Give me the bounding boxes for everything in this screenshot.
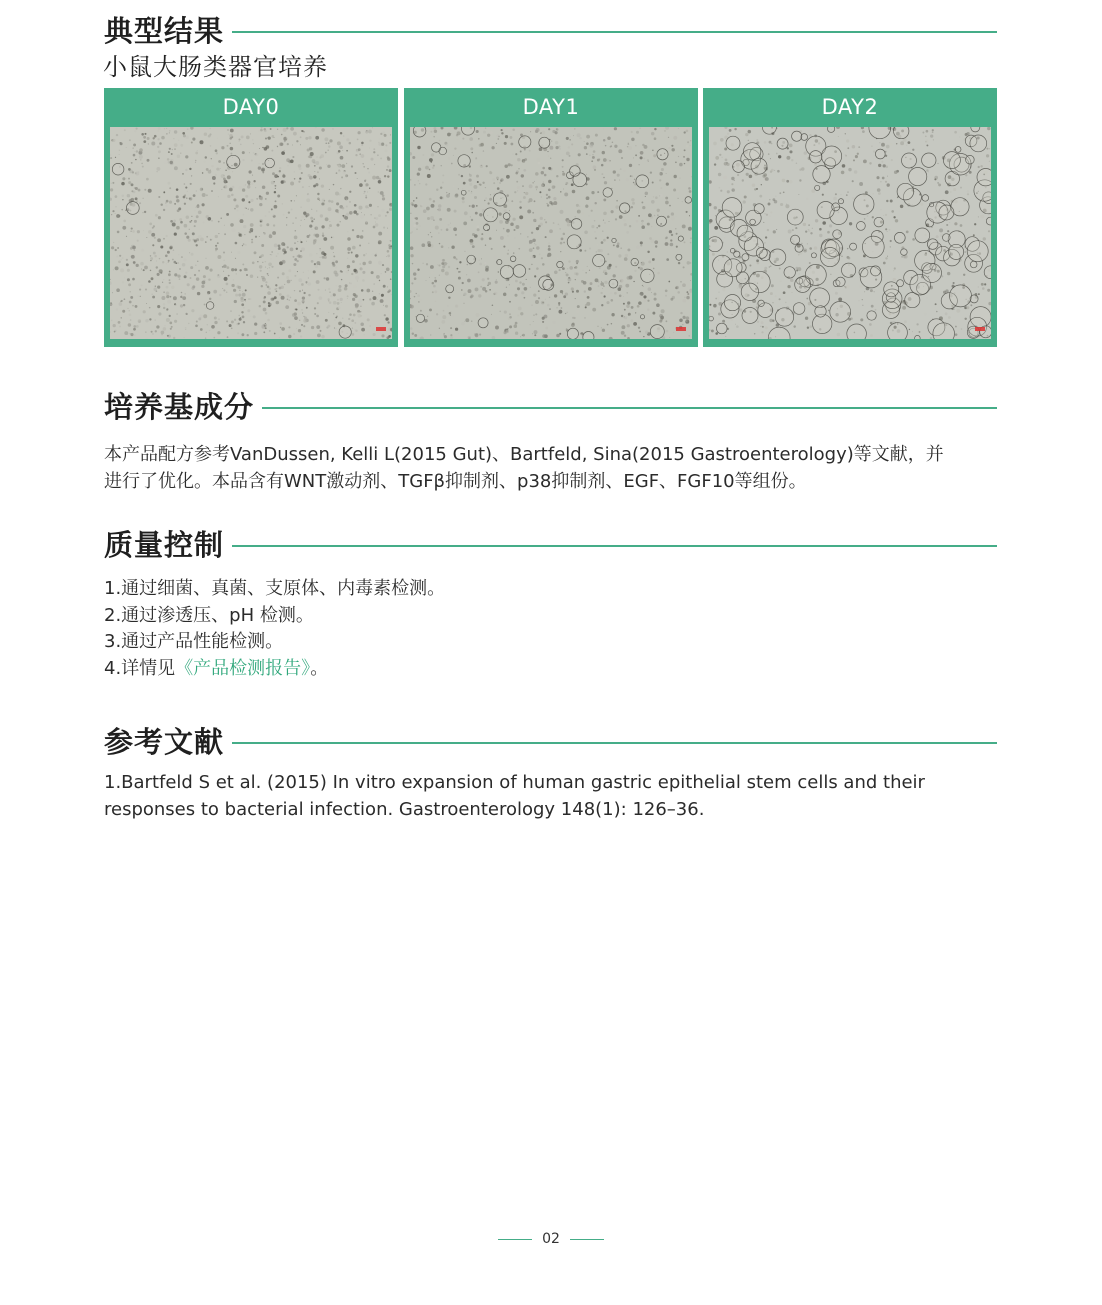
- test-report-link[interactable]: 《产品检测报告》: [175, 657, 311, 679]
- page-footer: [0, 1229, 1102, 1249]
- quality-heading-rule: [232, 545, 997, 547]
- micrograph-day1: [410, 127, 692, 339]
- micrograph-day1-image: [410, 127, 692, 339]
- composition-heading-rule: [262, 407, 997, 409]
- quality-heading: 质量控制: [104, 528, 225, 562]
- quality-item-1: 1.通过细菌、真菌、支原体、内毒素检测。: [104, 578, 446, 599]
- results-subtitle: 小鼠大肠类器官培养: [103, 53, 328, 81]
- results-heading-rule: [232, 31, 997, 33]
- footer-rule-right: [570, 1239, 604, 1240]
- panel-day0: [104, 88, 398, 347]
- references-heading: 参考文献: [104, 725, 225, 759]
- panel-label-day1: DAY1: [522, 95, 580, 119]
- quality-list: [104, 576, 1004, 682]
- references-section-header: [104, 725, 997, 759]
- quality-item-4: [104, 656, 1004, 683]
- composition-line-2: 进行了优化。本品含有WNT激动剂、TGFβ抑制剂、p38抑制剂、EGF、FGF10等组份。: [104, 471, 807, 492]
- culture-image-panels: [104, 88, 997, 347]
- results-section-header: [104, 14, 997, 48]
- page-number: 02: [542, 1231, 560, 1247]
- references-heading-rule: [232, 742, 997, 744]
- quality-item-2: 2.通过渗透压、pH 检测。: [104, 604, 314, 626]
- composition-heading: 培养基成分: [104, 390, 255, 424]
- reference-line-1: 1.Bartfeld S et al. (2015) In vitro expansion of human gastric epithelial stem cells and their: [104, 772, 925, 793]
- panel-label-day2: DAY2: [821, 95, 879, 119]
- reference-entry-1: [104, 769, 1004, 823]
- micrograph-day0-image: [110, 127, 392, 339]
- composition-line-1: 本产品配方参考VanDussen, Kelli L(2015 Gut)、Bartfeld, Sina(2015 Gastroenterology)等文献，并: [104, 444, 944, 465]
- micrograph-day0: [110, 127, 392, 339]
- quality-item-3: 3.通过产品性能检测。: [104, 631, 284, 652]
- panel-day2: [703, 88, 997, 347]
- quality-item-4-suffix: 。: [310, 657, 329, 679]
- micrograph-day2-image: [709, 127, 991, 339]
- footer-rule-left: [498, 1239, 532, 1240]
- panel-label-day0: DAY0: [222, 95, 280, 119]
- micrograph-day2: [709, 127, 991, 339]
- composition-paragraph: [104, 441, 1004, 495]
- quality-section-header: [104, 528, 997, 562]
- quality-item-4-prefix: 4.详情见: [104, 657, 176, 679]
- composition-section-header: [104, 390, 997, 424]
- results-heading: 典型结果: [104, 14, 225, 48]
- panel-day1: [404, 88, 698, 347]
- reference-line-2: responses to bacterial infection. Gastroenterology 148(1): 126–36.: [104, 799, 705, 820]
- quality-list-wrapper: [104, 576, 1004, 682]
